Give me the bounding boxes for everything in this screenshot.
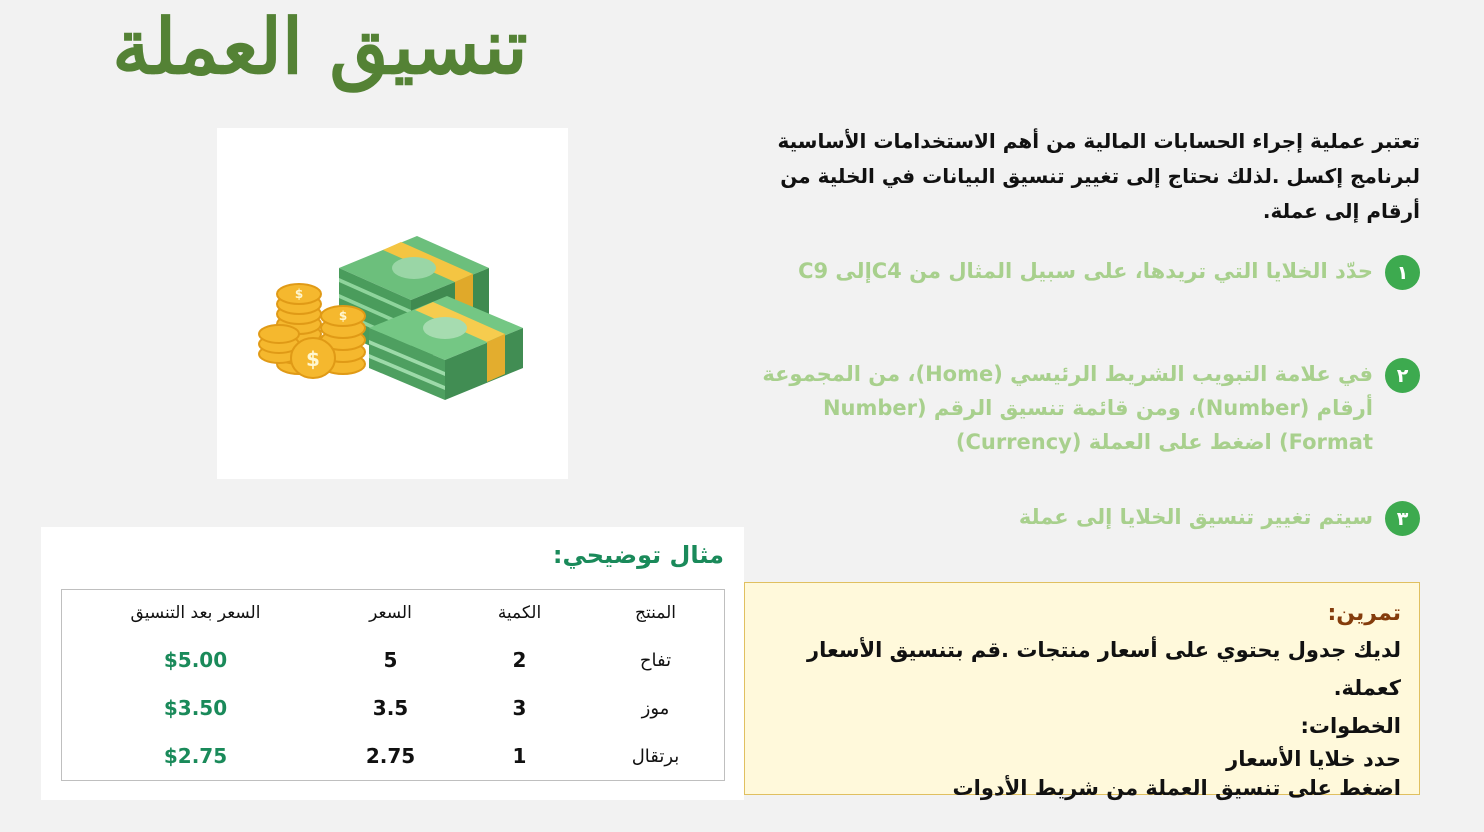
cell-product: تفاح <box>639 649 672 671</box>
exercise-step-1: حدد خلايا الأسعار <box>1226 747 1401 771</box>
table-row <box>62 636 724 684</box>
cell-price: 2.75 <box>365 744 416 768</box>
money-stack-and-coins-icon <box>217 128 568 479</box>
exercise-step-2: اضغط على تنسيق العملة من شريط الأدوات <box>952 776 1401 800</box>
header-formatted-price: السعر بعد التنسيق <box>130 603 261 623</box>
money-illustration <box>217 128 568 479</box>
page-title: تنسيق العملة <box>112 2 528 91</box>
step-3 <box>1019 500 1420 536</box>
example-table <box>61 589 725 781</box>
cell-quantity: 1 <box>512 744 527 768</box>
cell-price: 3.5 <box>372 696 409 720</box>
example-title: مثال توضيحي: <box>552 541 724 569</box>
exercise-steps-label: الخطوات: <box>1300 714 1401 738</box>
step-2 <box>748 357 1420 459</box>
step-2-badge: ٢ <box>1385 358 1420 393</box>
cell-product: موز <box>641 697 670 719</box>
step-1-text: حدّد الخلايا التي تريدها، على سبيل المثال من C4إلى C9 <box>798 259 1373 283</box>
table-row <box>62 732 724 780</box>
header-price: السعر <box>369 603 412 623</box>
svg-text:$: $ <box>338 309 348 323</box>
cell-price: 5 <box>383 648 398 672</box>
header-product: المنتج <box>635 603 676 623</box>
svg-text:$: $ <box>306 347 320 371</box>
intro-paragraph: تعتبر عملية إجراء الحسابات المالية من أهم الاستخدامات الأساسية لبرنامج إكسل .لذلك نحتاج إلى تغيير تنسيق البيانات في الخلية من أرقام إلى عملة. <box>777 129 1420 223</box>
svg-text:$: $ <box>294 287 304 301</box>
cell-product: برتقال <box>631 745 680 767</box>
step-1 <box>798 254 1420 290</box>
step-3-badge: ٣ <box>1385 501 1420 536</box>
exercise-title: تمرين: <box>1327 601 1401 626</box>
step-2-text: في علامة التبويب الشريط الرئيسي (Home)، من المجموعة أرقام (Number)، ومن قائمة تنسيق الرقم (Number Format) اضغط على العملة (Currency) <box>762 362 1373 454</box>
cell-formatted-price: $2.75 <box>163 744 228 768</box>
cell-formatted-price: $5.00 <box>163 648 228 672</box>
cell-quantity: 3 <box>512 696 527 720</box>
cell-formatted-price: $3.50 <box>163 696 228 720</box>
table-row <box>62 684 724 732</box>
cell-quantity: 2 <box>512 648 527 672</box>
table-header-row <box>62 590 724 636</box>
exercise-description: لديك جدول يحتوي على أسعار منتجات .قم بتنسيق الأسعار كعملة. <box>806 638 1401 700</box>
step-1-badge: ١ <box>1385 255 1420 290</box>
example-panel <box>41 527 744 800</box>
step-3-text: سيتم تغيير تنسيق الخلايا إلى عملة <box>1018 505 1373 529</box>
exercise-box <box>744 582 1420 800</box>
header-quantity: الكمية <box>497 603 542 623</box>
